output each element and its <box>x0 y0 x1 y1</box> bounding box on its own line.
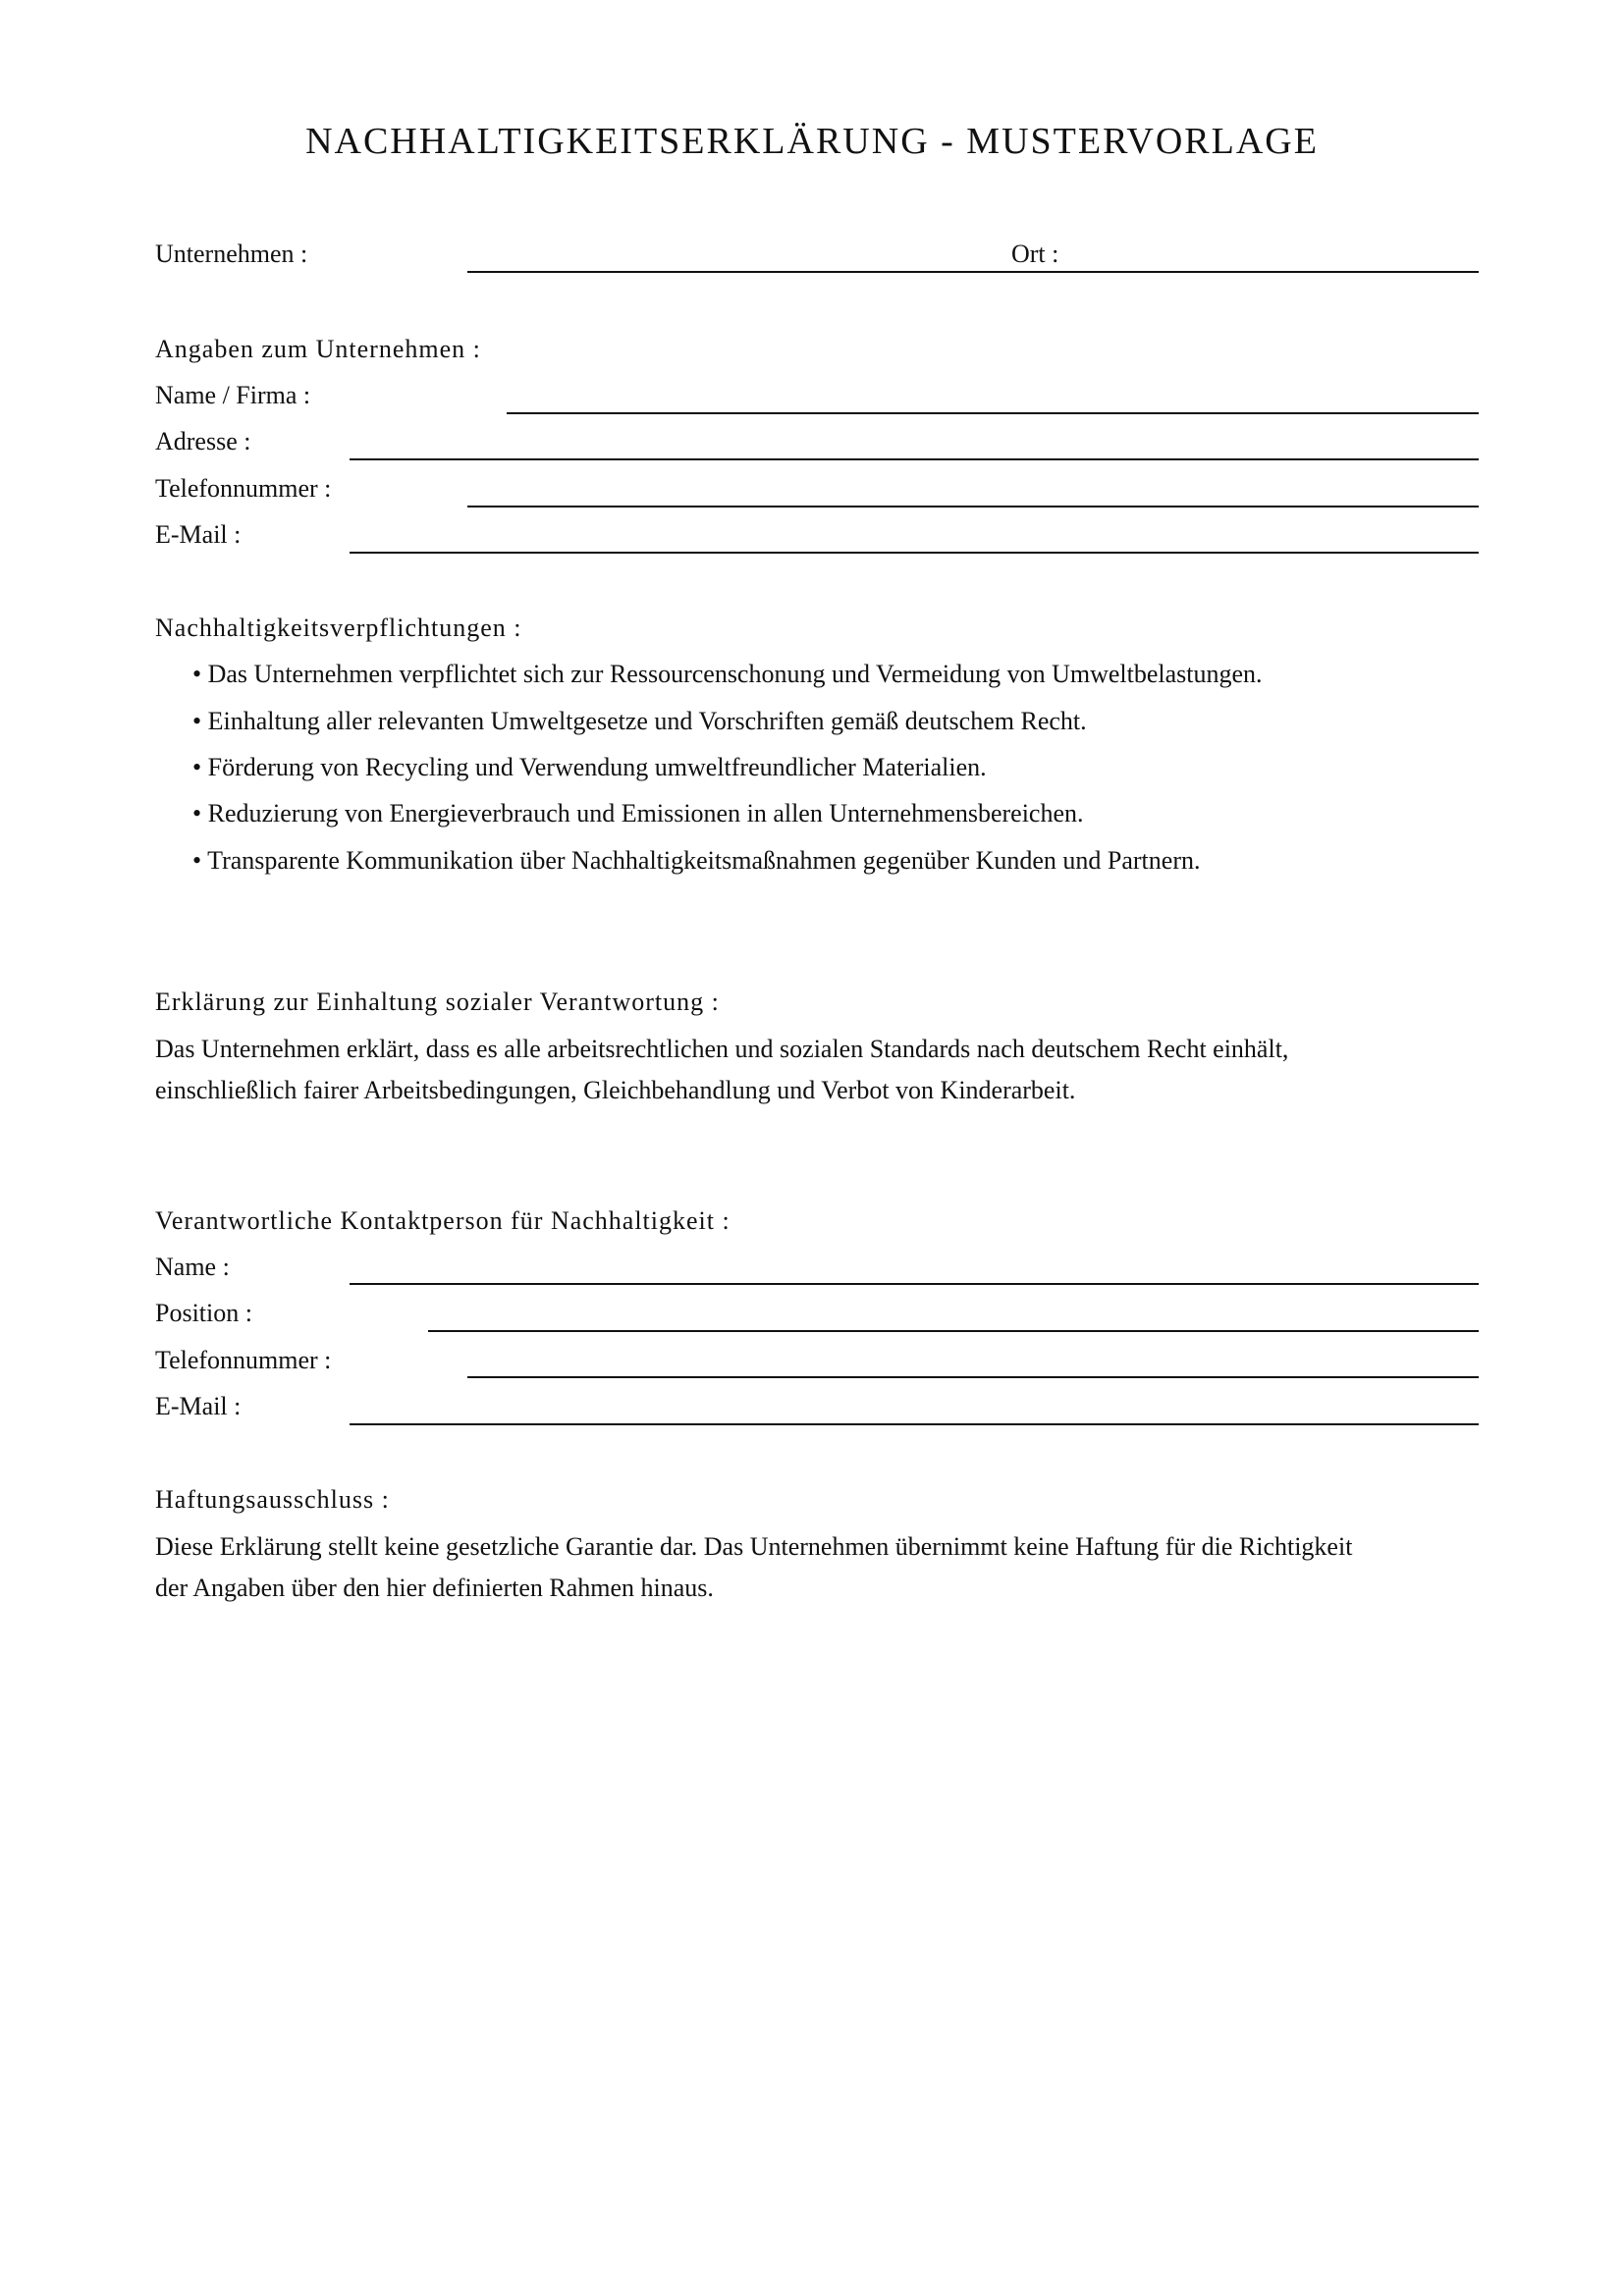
commitment-text: Transparente Kommunikation über Nachhaltigkeitsmaßnahmen gegenüber Kunden und Partnern. <box>207 846 1201 875</box>
company-address-label: Adresse : <box>155 427 251 455</box>
bullet-icon: • <box>192 660 202 688</box>
disclaimer-heading: Haftungsausschluss : <box>155 1485 390 1514</box>
commitment-text: Reduzierung von Energieverbrauch und Emissionen in allen Unternehmensbereichen. <box>207 799 1084 828</box>
company-phone-label: Telefonnummer : <box>155 474 332 503</box>
company-label: Unternehmen : <box>155 240 308 268</box>
contact-phone-field[interactable] <box>467 1376 1479 1378</box>
commitment-item <box>192 660 1263 689</box>
contact-email-field[interactable] <box>350 1423 1479 1425</box>
disclaimer-text-line-2: der Angaben über den hier definierten Rahmen hinaus. <box>155 1574 714 1602</box>
bullet-icon: • <box>192 846 202 875</box>
social-text-line-1: Das Unternehmen erklärt, dass es alle arbeitsrechtlichen und sozialen Standards nach deutschem Recht einhält, <box>155 1035 1289 1063</box>
company-info-heading: Angaben zum Unternehmen : <box>155 335 481 363</box>
commitment-text: Förderung von Recycling und Verwendung umweltfreundlicher Materialien. <box>207 753 987 781</box>
contact-name-field[interactable] <box>350 1283 1479 1285</box>
contact-name-label: Name : <box>155 1253 230 1281</box>
commitments-heading: Nachhaltigkeitsverpflichtungen : <box>155 614 522 642</box>
commitment-item <box>192 753 987 782</box>
commitment-item <box>192 707 1087 736</box>
contact-heading: Verantwortliche Kontaktperson für Nachhaltigkeit : <box>155 1206 731 1235</box>
disclaimer-text-line-1: Diese Erklärung stellt keine gesetzliche Garantie dar. Das Unternehmen übernimmt keine Haftung für die Richtigkeit <box>155 1532 1353 1561</box>
company-email-label: E-Mail : <box>155 520 242 549</box>
bullet-icon: • <box>192 753 202 781</box>
location-label: Ort : <box>1011 240 1059 268</box>
company-name-label: Name / Firma : <box>155 381 311 409</box>
contact-email-label: E-Mail : <box>155 1392 242 1420</box>
bullet-icon: • <box>192 799 202 828</box>
social-heading: Erklärung zur Einhaltung sozialer Verantwortung : <box>155 988 720 1016</box>
page-title: NACHHALTIGKEITSERKLÄRUNG - MUSTERVORLAGE <box>305 121 1319 162</box>
company-field[interactable] <box>467 271 1479 273</box>
commitment-item <box>192 799 1084 828</box>
bullet-icon: • <box>192 707 202 735</box>
contact-position-field[interactable] <box>428 1330 1479 1332</box>
contact-position-label: Position : <box>155 1299 252 1327</box>
commitment-text: Das Unternehmen verpflichtet sich zur Ressourcenschonung und Vermeidung von Umweltbelastungen. <box>207 660 1263 688</box>
company-name-field[interactable] <box>507 412 1479 414</box>
commitment-text: Einhaltung aller relevanten Umweltgesetze und Vorschriften gemäß deutschem Recht. <box>207 707 1087 735</box>
location-field[interactable] <box>1070 240 1463 269</box>
company-email-field[interactable] <box>350 552 1479 554</box>
commitment-item <box>192 846 1200 876</box>
company-phone-field[interactable] <box>467 506 1479 507</box>
company-address-field[interactable] <box>350 458 1479 460</box>
social-text-line-2: einschließlich fairer Arbeitsbedingungen, Gleichbehandlung und Verbot von Kinderarbeit. <box>155 1076 1076 1104</box>
contact-phone-label: Telefonnummer : <box>155 1346 332 1374</box>
